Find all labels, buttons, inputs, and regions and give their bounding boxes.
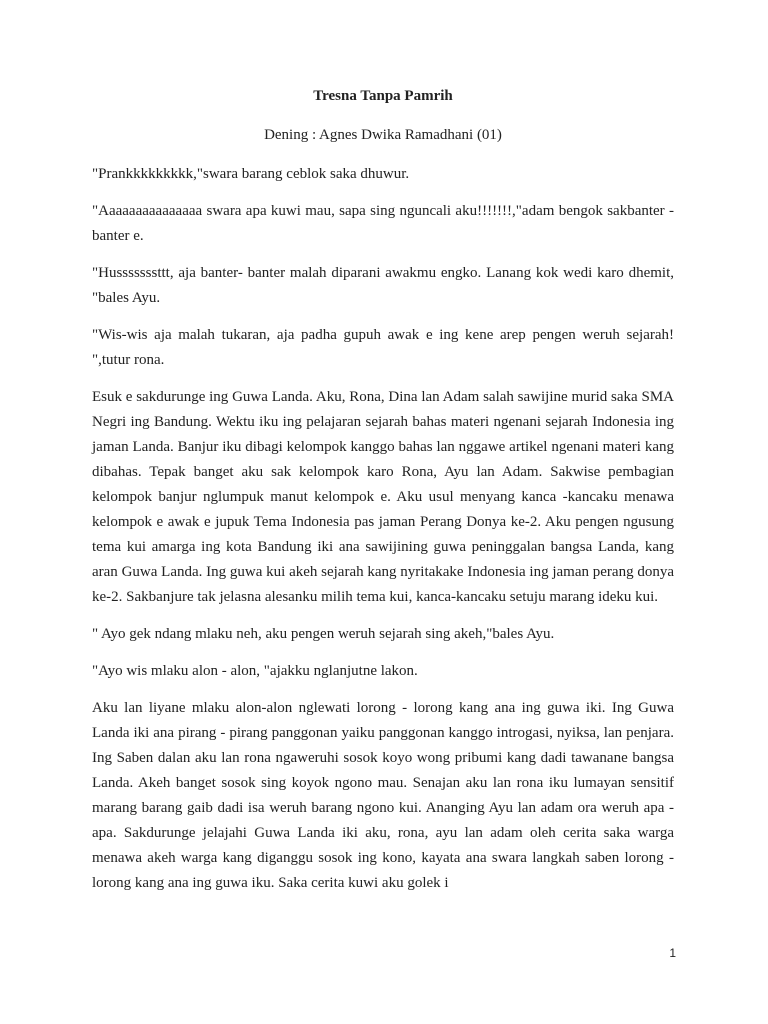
paragraph: Aku lan liyane mlaku alon-alon nglewati lorong - lorong kang ana ing guwa iki. Ing Guwa Landa iki ana pirang - pirang panggonan yaiku panggonan kanggo introgasi, nyiksa, lan penjara. Ing Saben dalan aku lan rona ngaweruhi sosok koyo wong pribumi kang dadi tawanane bangsa Landa. Akeh banget sosok sing koyok ngono mau. Senajan aku lan rona iku lumayan sensitif marang barang gaib dadi isa weruh barang ngono kui. Ananging Ayu lan adam ora weruh apa - apa. Sakdurunge jelajahi Guwa Landa iki aku, rona, ayu lan adam oleh cerita saka warga menawa akeh warga kang diganggu sosok ing kono, kayata ana swara langkah saben lorong -lorong kang ana ing guwa iku. Saka cerita kuwi aku golek i (92, 700, 674, 891)
paragraph: Esuk e sakdurunge ing Guwa Landa. Aku, Rona, Dina lan Adam salah sawijine murid saka SMA Negri ing Bandung. Wektu iku ing pelajaran sejarah bahas materi ngenani sejarah Indonesia ing jaman Landa. Banjur iku dibagi kelompok kanggo bahas lan nggawe artikel ngenani materi kang dibahas. Tepak banget aku sak kelompok karo Rona, Ayu lan Adam. Sakwise pembagian kelompok banjur nglumpuk manut kelompok e. Aku usul menyang kanca -kancaku menawa kelompok e awak e jupuk Tema Indonesia pas jaman Perang Donya ke-2. Aku pengen ngusung tema kui amarga ing kota Bandung iki ana sawijining guwa peninggalan bangsa Landa, kang aran Guwa Landa. Ing guwa kui akeh sejarah kang nyritakake Indonesia ing jaman perang donya ke-2. Sakbanjure tak jelasna alesanku milih tema kui, kanca-kancaku setuju marang ideku kui. (92, 389, 674, 605)
paragraph: " Ayo gek ndang mlaku neh, aku pengen weruh sejarah sing akeh,"bales Ayu. (92, 626, 555, 642)
paragraph: "Husssssssttt, aja banter- banter malah diparani awakmu engko. Lanang kok wedi karo dhemit, "bales Ayu. (92, 265, 674, 306)
story-title: Tresna Tanpa Pamrih (313, 88, 453, 104)
paragraph: "Wis-wis aja malah tukaran, aja padha gupuh awak e ing kene arep pengen weruh sejarah! ",tutur rona. (92, 327, 674, 368)
author-byline: Dening : Agnes Dwika Ramadhani (01) (264, 127, 502, 143)
document-body (92, 84, 674, 908)
paragraph: "Aaaaaaaaaaaaaaa swara apa kuwi mau, sapa sing nguncali aku!!!!!!!,"adam bengok sakbanter - banter e. (92, 203, 674, 244)
page-number: 1 (669, 946, 676, 960)
paragraph: "Ayo wis mlaku alon - alon, "ajakku nglanjutne lakon. (92, 663, 418, 679)
paragraph: "Prankkkkkkkkk,"swara barang ceblok saka dhuwur. (92, 166, 410, 182)
